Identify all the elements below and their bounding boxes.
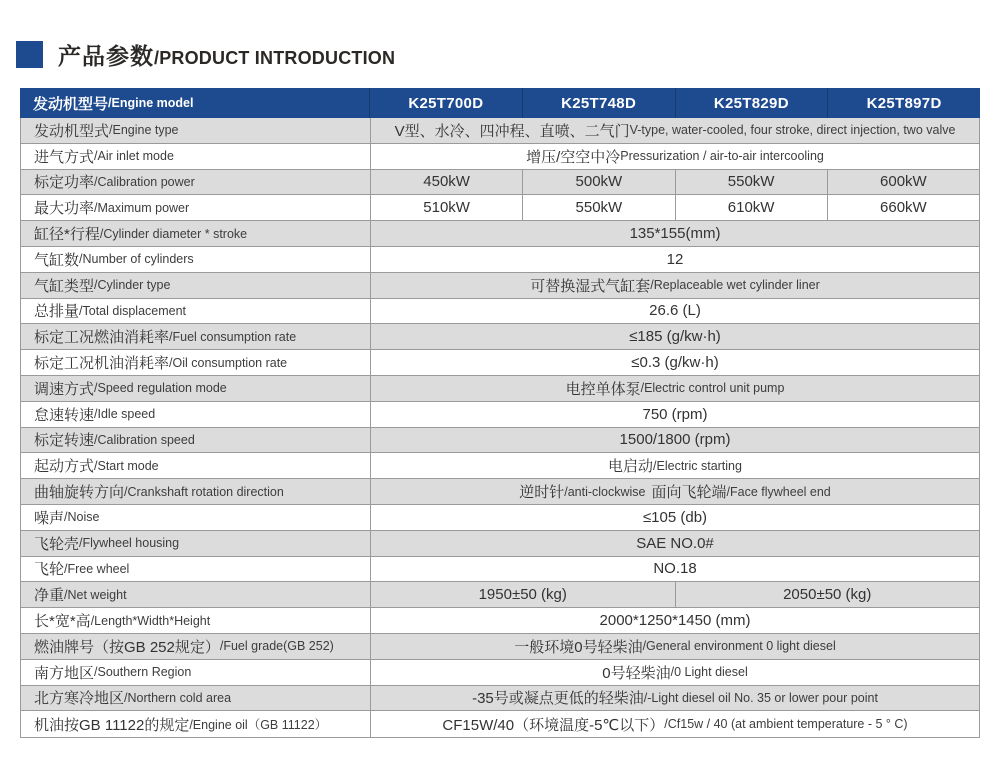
row-value-cell — [371, 505, 979, 530]
row-value-cell — [371, 557, 979, 582]
row-value-cell — [828, 170, 979, 195]
row-label-zh: 标定功率 — [34, 174, 95, 192]
row-label — [21, 634, 371, 659]
table-row — [21, 505, 979, 531]
row-value-main: ≤185 (g/kw·h) — [629, 328, 721, 346]
row-label-en: /Maximum power — [94, 200, 190, 215]
row-value-text: 660kW — [880, 199, 927, 217]
row-label-en: /Total displacement — [79, 303, 187, 318]
row-label — [21, 376, 371, 401]
row-value-sub: /General environment 0 light diesel — [642, 639, 836, 654]
row-label-en: /Northern cold area — [124, 690, 232, 705]
row-value-cell — [371, 247, 979, 272]
row-label-en: /Net weight — [64, 587, 127, 602]
row-value-cell — [676, 195, 828, 220]
row-label-zh: 净重 — [34, 587, 65, 605]
table-row — [21, 479, 979, 505]
row-label-en: /Free wheel — [64, 561, 130, 576]
row-value-cell — [371, 428, 979, 453]
row-label — [21, 273, 371, 298]
row-label-zh: 起动方式 — [34, 458, 95, 476]
row-label-en: /Fuel grade(GB 252) — [219, 639, 334, 654]
table-row — [21, 608, 979, 634]
row-value-cell — [371, 144, 979, 169]
row-label — [21, 505, 371, 530]
table-row — [21, 686, 979, 712]
table-body — [20, 118, 980, 738]
header-engine-model-label — [20, 88, 370, 118]
row-value-cell — [371, 118, 979, 143]
row-label — [21, 221, 371, 246]
row-label-zh: 飞轮壳 — [34, 535, 80, 553]
table-row — [21, 170, 979, 196]
row-value-main: 0号轻柴油 — [602, 664, 671, 682]
row-value-text: 500kW — [575, 173, 623, 191]
row-value-sub: /Electric starting — [653, 458, 742, 473]
row-value-main: SAE NO.0# — [636, 534, 714, 552]
table-row — [21, 247, 979, 273]
table-row — [21, 634, 979, 660]
row-value-cell — [371, 660, 979, 685]
row-value-main: 26.6 (L) — [649, 302, 701, 320]
table-row — [21, 428, 979, 454]
row-value-main: V型、水冷、四冲程、直喷、二气门 — [394, 122, 630, 140]
header-model-k25t829d: K25T829D — [676, 88, 829, 118]
header-model-k25t897d: K25T897D — [866, 94, 942, 112]
row-value-sub: /Replaceable wet cylinder liner — [650, 278, 820, 293]
row-label-zh: 标定转速 — [34, 432, 95, 450]
row-label-en: /Speed regulation mode — [94, 381, 227, 396]
title-accent-square-icon — [16, 41, 43, 68]
table-row — [21, 711, 979, 737]
row-value-text: 600kW — [880, 173, 927, 191]
row-value-sub: Pressurization / air-to-air intercooling — [620, 149, 824, 164]
row-label — [21, 582, 371, 607]
table-row — [21, 531, 979, 557]
row-value-sub: /0 Light diesel — [670, 665, 748, 680]
engine-spec-table — [20, 88, 980, 738]
row-value-main: ≤105 (db) — [642, 508, 708, 526]
row-label-zh: 怠速转速 — [34, 406, 95, 424]
header-label-zh: 发动机型号 — [33, 95, 109, 113]
page-title-en: /PRODUCT INTRODUCTION — [154, 48, 396, 68]
row-label — [21, 170, 371, 195]
row-value-text: 550kW — [727, 173, 775, 191]
row-value-main: -35号或凝点更低的轻柴油 — [472, 690, 644, 708]
row-value-cell — [676, 170, 828, 195]
row-label-en: /Crankshaft rotation direction — [124, 484, 284, 499]
row-label — [21, 299, 371, 324]
row-label-zh: 缸径*行程 — [34, 226, 100, 244]
row-value-cell — [371, 686, 979, 711]
row-value-sub: /-Light diesel oil No. 35 or lower pour point — [643, 690, 878, 705]
row-label — [21, 479, 371, 504]
row-label-zh: 标定工况机油消耗率 — [34, 355, 170, 373]
row-value-sub: /Cf15w / 40 (at ambient temperature - 5 ° C) — [664, 717, 908, 732]
header-label-en: /Engine model — [108, 96, 194, 110]
row-label-zh: 调速方式 — [34, 380, 95, 398]
row-value-main: NO.18 — [653, 560, 697, 578]
table-row — [21, 299, 979, 325]
row-label — [21, 453, 371, 478]
row-value-main: 可替换湿式气缸套 — [530, 277, 651, 295]
row-value-main: 1500/1800 (rpm) — [619, 431, 731, 449]
row-label-zh: 气缸数 — [34, 251, 80, 269]
row-label — [21, 195, 371, 220]
table-row — [21, 221, 979, 247]
row-value-cell — [371, 608, 979, 633]
row-label-zh: 发动机型式 — [34, 122, 110, 140]
row-value-main: CF15W/40（环境温度-5℃以下） — [442, 716, 665, 734]
row-label-en: /Cylinder type — [94, 278, 171, 293]
row-label-zh: 总排量 — [34, 303, 80, 321]
row-label — [21, 557, 371, 582]
row-label — [21, 660, 371, 685]
row-value-sub2: /Face flywheel end — [726, 484, 831, 499]
page-title-zh: 产品参数 — [58, 43, 154, 69]
row-value-main: 电启动 — [608, 458, 654, 476]
row-value-main: 一般环境0号轻柴油 — [514, 638, 643, 656]
row-label-zh: 曲轴旋转方向 — [34, 484, 125, 502]
row-label-en: /Engine type — [109, 123, 179, 138]
row-label — [21, 686, 371, 711]
row-label-en: /Number of cylinders — [79, 252, 194, 267]
row-label-en: /Length*Width*Height — [90, 613, 211, 628]
row-value-main: 电控单体泵 — [565, 380, 641, 398]
row-label-zh: 机油按GB 11122的规定 — [34, 716, 190, 734]
row-label — [21, 247, 371, 272]
row-value-cell — [371, 170, 523, 195]
row-label-zh: 长*宽*高 — [34, 613, 91, 631]
table-row — [21, 402, 979, 428]
row-label-en: /Flywheel housing — [79, 536, 180, 551]
row-value-cell — [371, 479, 979, 504]
table-row — [21, 582, 979, 608]
table-row — [21, 453, 979, 479]
row-value-main: ≤0.3 (g/kw·h) — [631, 354, 719, 372]
row-label-en: /Noise — [64, 510, 100, 525]
row-label — [21, 144, 371, 169]
row-label — [21, 608, 371, 633]
row-label — [21, 428, 371, 453]
row-value-text: 450kW — [423, 173, 470, 191]
row-value-cell — [371, 531, 979, 556]
row-value-cell — [371, 582, 676, 607]
row-label-zh: 噪声 — [34, 509, 65, 527]
row-value-cell — [828, 195, 979, 220]
row-label — [21, 711, 371, 737]
row-label-en: /Fuel consumption rate — [169, 329, 297, 344]
row-value-cell — [371, 324, 979, 349]
row-label-en: /Start mode — [94, 458, 159, 473]
row-label-zh: 南方地区 — [34, 664, 95, 682]
row-value-main: 135*155(mm) — [629, 225, 721, 243]
table-header-row — [20, 88, 980, 118]
row-label — [21, 324, 371, 349]
table-row — [21, 660, 979, 686]
row-label-zh: 气缸类型 — [34, 277, 95, 295]
row-label-zh: 进气方式 — [34, 148, 95, 166]
row-label-zh: 燃油牌号（按GB 252规定） — [34, 638, 220, 656]
row-value-cell — [676, 582, 980, 607]
table-row — [21, 324, 979, 350]
row-value-main: 750 (rpm) — [642, 405, 708, 423]
row-value-cell — [523, 170, 675, 195]
page-title-text — [58, 38, 395, 71]
row-value-cell — [371, 376, 979, 401]
row-value-sub: /anti-clockwise — [564, 484, 646, 499]
row-value-cell — [371, 634, 979, 659]
table-row — [21, 273, 979, 299]
page-title — [16, 38, 395, 71]
row-label-zh: 标定工况燃油消耗率 — [34, 329, 170, 347]
row-label-en: /Southern Region — [94, 665, 192, 680]
row-value-text: 1950±50 (kg) — [478, 586, 567, 604]
table-row — [21, 144, 979, 170]
row-value-cell — [371, 299, 979, 324]
row-label-zh: 北方寒冷地区 — [34, 690, 125, 708]
row-label — [21, 402, 371, 427]
table-row — [21, 195, 979, 221]
table-row — [21, 376, 979, 402]
row-label — [21, 531, 371, 556]
table-row — [21, 118, 979, 144]
row-value-text: 510kW — [423, 199, 470, 217]
row-value-sub: /Electric control unit pump — [640, 381, 785, 396]
row-value-main: 2000*1250*1450 (mm) — [599, 612, 751, 630]
row-value-cell — [371, 273, 979, 298]
row-value-cell — [371, 453, 979, 478]
row-value-main2: 面向飞轮端 — [651, 484, 727, 502]
row-label-en: /Cylinder diameter * stroke — [99, 226, 248, 241]
row-value-cell — [371, 711, 979, 737]
row-label-en: /Calibration power — [94, 174, 195, 189]
table-row — [21, 350, 979, 376]
row-value-cell — [371, 195, 523, 220]
row-label — [21, 118, 371, 143]
row-label-en: /Idle speed — [94, 407, 156, 422]
row-value-text: 2050±50 (kg) — [783, 586, 872, 604]
row-value-main: 增压/空空中冷 — [526, 148, 621, 166]
row-value-text: 610kW — [727, 199, 775, 217]
table-row — [21, 557, 979, 583]
row-value-cell — [371, 221, 979, 246]
row-label-zh: 最大功率 — [34, 200, 95, 218]
row-value-main: 12 — [666, 250, 684, 268]
row-label-en: /Oil consumption rate — [169, 355, 288, 370]
row-value-main: 逆时针 — [519, 484, 565, 502]
row-label-en: /Engine oil（GB 11122） — [189, 718, 328, 733]
header-model-k25t748d: K25T748D — [523, 88, 676, 118]
row-label-en: /Calibration speed — [94, 432, 195, 447]
row-value-cell — [371, 402, 979, 427]
row-value-cell — [371, 350, 979, 375]
row-label — [21, 350, 371, 375]
row-label-zh: 飞轮 — [34, 561, 65, 579]
row-value-cell — [523, 195, 675, 220]
row-label-en: /Air inlet mode — [94, 149, 174, 164]
row-value-sub: V-type, water-cooled, four stroke, direct injection, two valve — [629, 123, 956, 138]
header-model-k25t700d: K25T700D — [370, 88, 523, 118]
row-value-text: 550kW — [575, 199, 623, 217]
